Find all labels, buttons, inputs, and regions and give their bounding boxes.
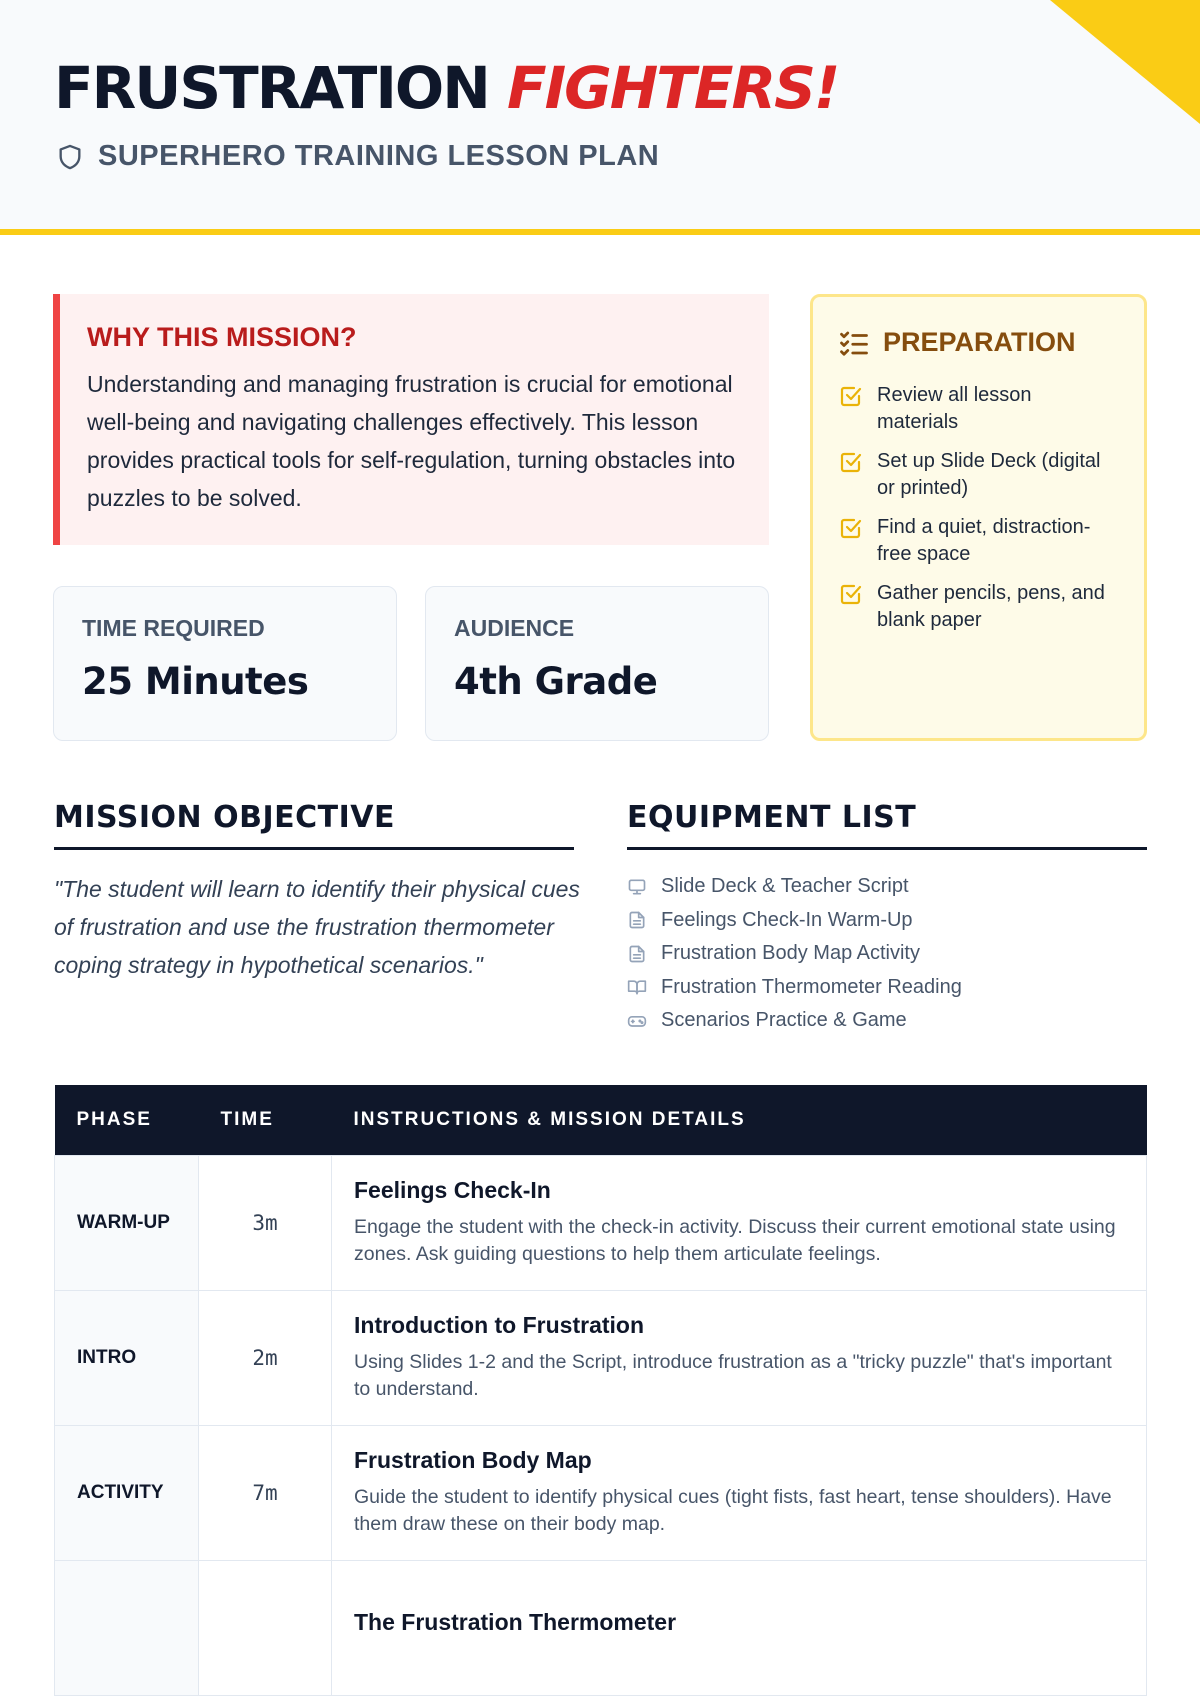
details-cell (332, 1290, 1147, 1425)
time-cell: 7m (199, 1425, 332, 1560)
why-mission-box (53, 294, 769, 545)
step-description: Engage the student with the check-in activity. Discuss their current emotional state using zones. Ask guiding questions to help them articulate feelings. (354, 1216, 1116, 1265)
list-item-label: Frustration Body Map Activity (661, 942, 920, 964)
time-cell: 2m (199, 1290, 332, 1425)
list-item-label: Find a quiet, distraction-free space (877, 516, 1091, 565)
why-mission-title: WHY THIS MISSION? (87, 322, 357, 352)
list-item-label: Set up Slide Deck (digital or printed) (877, 450, 1101, 499)
stat-value: 25 Minutes (82, 660, 309, 703)
list-item (627, 971, 962, 1005)
step-description: Using Slides 1-2 and the Script, introduce frustration as a "tricky puzzle" that's important to understand. (354, 1351, 1112, 1400)
mission-objective-text: "The student will learn to identify their physical cues of frustration and use the frustration thermometer coping strategy in hypothetical scenarios." (54, 876, 580, 978)
list-item (627, 937, 962, 971)
list-item-label: Gather pencils, pens, and blank paper (877, 582, 1105, 631)
book-icon (627, 977, 647, 997)
list-item (627, 904, 962, 938)
table-row (55, 1560, 1147, 1695)
equipment-list-title: EQUIPMENT LIST (627, 800, 1147, 850)
equipment-list (627, 870, 962, 1038)
gamepad-icon (627, 1011, 647, 1031)
lesson-phase-table (54, 1085, 1147, 1696)
monitor-icon (627, 877, 647, 897)
phase-cell (55, 1560, 199, 1695)
checkbox-checked-icon (839, 582, 863, 606)
column-header-details: INSTRUCTIONS & MISSION DETAILS (332, 1085, 1147, 1155)
preparation-list (839, 382, 1118, 634)
shield-icon (56, 143, 84, 171)
step-title: Frustration Body Map (354, 1447, 592, 1473)
title-accent: FIGHTERS! (506, 54, 839, 122)
table-row (55, 1290, 1147, 1425)
list-item-label: Scenarios Practice & Game (661, 1009, 907, 1031)
checklist-icon (839, 328, 869, 358)
time-required-card (53, 586, 397, 741)
list-item (839, 580, 1118, 634)
stat-label: AUDIENCE (454, 615, 575, 641)
why-mission-body: Understanding and managing frustration is crucial for emotional well-being and navigating challenges effectively. This lesson provides practical tools for self-regulation, turning obstacles into puzzles to be solved. (87, 371, 736, 511)
phase-cell: WARM-UP (55, 1155, 199, 1290)
stat-label: TIME REQUIRED (82, 615, 265, 641)
stat-value: 4th Grade (454, 660, 658, 703)
list-item (839, 448, 1118, 502)
list-item (627, 1004, 962, 1038)
list-item-label: Slide Deck & Teacher Script (661, 875, 909, 897)
details-cell (332, 1560, 1147, 1695)
phase-cell: ACTIVITY (55, 1425, 199, 1560)
list-item-label: Review all lesson materials (877, 384, 1032, 433)
checkbox-checked-icon (839, 384, 863, 408)
step-title: Introduction to Frustration (354, 1312, 645, 1338)
list-item-label: Frustration Thermometer Reading (661, 975, 962, 998)
list-item (839, 514, 1118, 568)
list-item (627, 870, 962, 904)
details-cell (332, 1155, 1147, 1290)
subtitle-text: SUPERHERO TRAINING LESSON PLAN (98, 140, 660, 172)
column-header-phase: PHASE (55, 1085, 199, 1155)
preparation-title (839, 327, 1118, 358)
preparation-title-text: PREPARATION (883, 327, 1076, 357)
step-description: Guide the student to identify physical cues (tight fists, fast heart, tense shoulders). Have them draw these on their body map. (354, 1486, 1112, 1535)
time-cell (199, 1560, 332, 1695)
page-subtitle (56, 140, 659, 173)
time-cell: 3m (199, 1155, 332, 1290)
checkbox-checked-icon (839, 516, 863, 540)
document-icon (627, 910, 647, 930)
page-header (0, 0, 1200, 235)
preparation-box (810, 294, 1147, 741)
checkbox-checked-icon (839, 450, 863, 474)
phase-cell: INTRO (55, 1290, 199, 1425)
corner-accent (1050, 0, 1200, 124)
table-row (55, 1425, 1147, 1560)
column-header-time: TIME (199, 1085, 332, 1155)
step-title: The Frustration Thermometer (354, 1609, 677, 1635)
audience-card (425, 586, 769, 741)
table-header-row (55, 1085, 1147, 1155)
table-row (55, 1155, 1147, 1290)
list-item-label: Feelings Check-In Warm-Up (661, 908, 913, 931)
step-title: Feelings Check-In (354, 1177, 551, 1203)
details-cell (332, 1425, 1147, 1560)
document-icon (627, 944, 647, 964)
title-main: FRUSTRATION (54, 54, 489, 122)
list-item (839, 382, 1118, 436)
page-title (54, 56, 838, 120)
mission-objective-title: MISSION OBJECTIVE (54, 800, 574, 850)
